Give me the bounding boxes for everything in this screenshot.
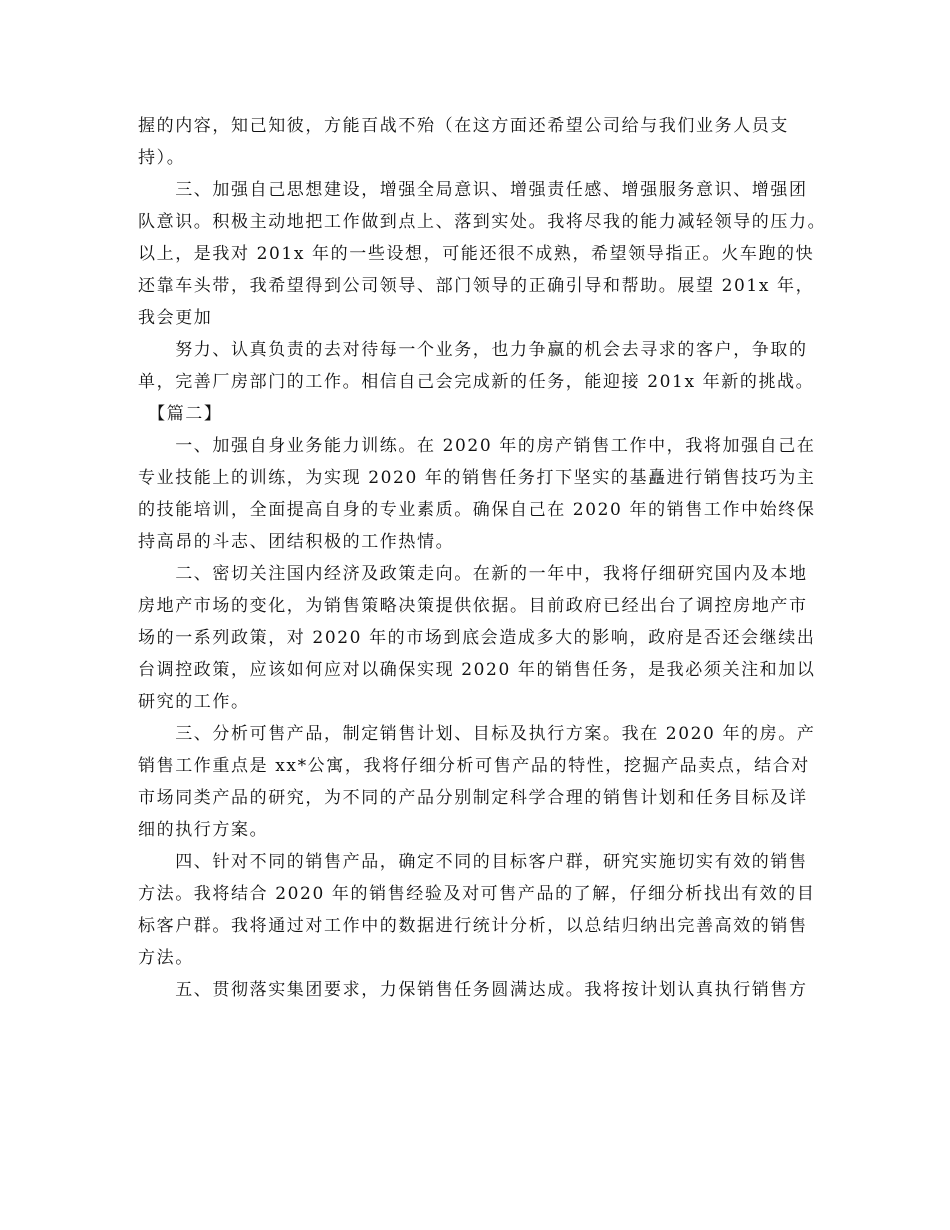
- text-line: 台调控政策，应该如何应对以确保实现 2020 年的销售任务，是我必须关注和加以: [138, 660, 816, 680]
- text-line: 以上，是我对 201x 年的一些设想，可能还很不成熟，希望领导指正。火车跑的快: [138, 244, 815, 264]
- text-line: 二、密切关注国内经济及政策走向。在新的一年中，我将仔细研究国内及本地: [138, 564, 808, 584]
- section-heading: 【篇二】: [138, 404, 223, 424]
- text-line: 一、加强自身业务能力训练。在 2020 年的房产销售工作中，我将加强自己在: [138, 436, 816, 456]
- text-line: 市场同类产品的研究，为不同的产品分别制定科学合理的销售计划和任务目标及详: [138, 788, 808, 808]
- text-line: 我会更加: [138, 308, 213, 328]
- text-line: 房地产市场的变化，为销售策略决策提供依据。目前政府已经出台了调控房地产市: [138, 596, 808, 616]
- text-line: 研究的工作。: [138, 692, 250, 712]
- text-line: 持高昂的斗志、团结积极的工作热情。: [138, 532, 455, 552]
- text-line: 场的一系列政策，对 2020 年的市场到底会造成多大的影响，政府是否还会继续出: [138, 628, 816, 648]
- text-line: 的技能培训，全面提高自身的专业素质。确保自己在 2020 年的销售工作中始终保: [138, 500, 816, 520]
- text-line: 队意识。积极主动地把工作做到点上、落到实处。我将尽我的能力减轻领导的压力。: [138, 212, 827, 232]
- text-line: 三、加强自己思想建设，增强全局意识、增强责任感、增强服务意识、增强团: [138, 180, 808, 200]
- text-line: 标客户群。我将通过对工作中的数据进行统计分析，以总结归纳出完善高效的销售: [138, 916, 808, 936]
- text-line: 还靠车头带，我希望得到公司领导、部门领导的正确引导和帮助。展望 201x 年，: [138, 276, 815, 296]
- text-line: 单，完善厂房部门的工作。相信自己会完成新的任务，能迎接 201x 年新的挑战。: [138, 372, 815, 392]
- text-line: 努力、认真负责的去对待每一个业务，也力争赢的机会去寻求的客户，争取的: [138, 340, 808, 360]
- text-line: 握的内容，知己知彼，方能百战不殆（在这方面还希望公司给与我们业务人员支: [138, 116, 789, 136]
- document-page: [138, 110, 827, 1006]
- text-line: 五、贯彻落实集团要求，力保销售任务圆满达成。我将按计划认真执行销售方: [138, 980, 808, 1000]
- text-line: 方法。: [138, 948, 194, 968]
- text-line: 销售工作重点是 xx*公寓，我将仔细分析可售产品的特性，挖掘产品卖点，结合对: [138, 756, 810, 776]
- text-line: 方法。我将结合 2020 年的销售经验及对可售产品的了解，仔细分析找出有效的目: [138, 884, 816, 904]
- text-line: 三、分析可售产品，制定销售计划、目标及执行方案。我在 2020 年的房。产: [138, 724, 816, 744]
- text-line: 细的执行方案。: [138, 820, 269, 840]
- text-line: 专业技能上的训练，为实现 2020 年的销售任务打下坚实的基矗进行销售技巧为主: [138, 468, 816, 488]
- text-line: 持）。: [138, 148, 186, 168]
- text-line: 四、针对不同的销售产品，确定不同的目标客户群，研究实施切实有效的销售: [138, 852, 808, 872]
